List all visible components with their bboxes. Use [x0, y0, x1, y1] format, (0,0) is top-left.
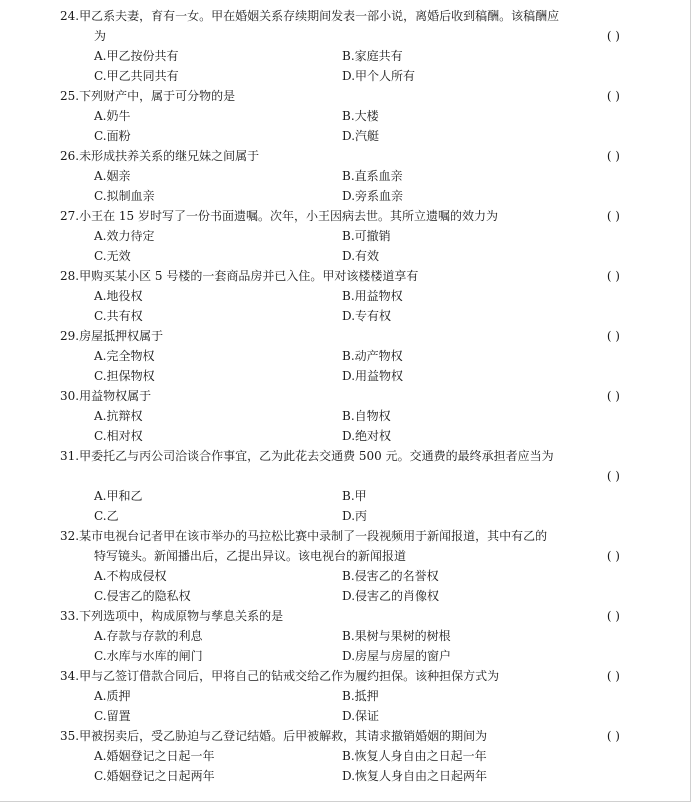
question-stem [60, 526, 620, 546]
answer-blank-row [60, 466, 620, 486]
options-row [60, 246, 620, 266]
question-stem [60, 326, 620, 346]
question-26 [60, 146, 620, 206]
options-row [60, 426, 620, 446]
answer-blank[interactable]: ( ) [606, 209, 620, 223]
option-a: A.存款与存款的利息 [94, 629, 203, 643]
question-stem-continued [60, 26, 620, 46]
question-number: 30. [60, 389, 80, 403]
option-c: C.乙 [94, 509, 119, 523]
question-27 [60, 206, 620, 266]
option-b: B.恢复人身自由之日起一年 [342, 749, 487, 763]
question-30 [60, 386, 620, 446]
exam-page [60, 6, 620, 786]
option-a: A.完全物权 [94, 349, 155, 363]
question-stem [60, 666, 620, 686]
question-text: 未形成扶养关系的继兄妹之间属于 [79, 149, 260, 163]
options-row [60, 506, 620, 526]
option-d: D.用益物权 [342, 369, 404, 383]
option-d: D.绝对权 [342, 429, 392, 443]
options-row [60, 706, 620, 726]
question-stem [60, 446, 620, 466]
option-c: C.留置 [94, 709, 131, 723]
question-number: 34. [60, 669, 80, 683]
question-stem [60, 206, 620, 226]
question-text-continued: 为 [94, 29, 107, 43]
question-number: 27. [60, 209, 80, 223]
option-b: B.自物权 [342, 409, 391, 423]
question-28 [60, 266, 620, 326]
question-text: 甲与乙签订借款合同后，甲将自己的钻戒交给乙作为履约担保。该种担保方式为 [79, 669, 500, 683]
options-row [60, 46, 620, 66]
question-number: 35. [60, 729, 80, 743]
option-c: C.水库与水库的闸门 [94, 649, 203, 663]
options-row [60, 766, 620, 786]
question-text: 某市电视台记者甲在该市举办的马拉松比赛中录制了一段视频用于新闻报道，其中有乙的 [79, 529, 548, 543]
question-number: 29. [60, 329, 80, 343]
option-b: B.抵押 [342, 689, 379, 703]
question-stem [60, 726, 620, 746]
option-b: B.直系血亲 [342, 169, 403, 183]
option-a: A.姻亲 [94, 169, 131, 183]
question-35 [60, 726, 620, 786]
options-row [60, 106, 620, 126]
options-row [60, 646, 620, 666]
question-number: 24. [60, 9, 80, 23]
options-row [60, 586, 620, 606]
question-text: 下列选项中，构成原物与孳息关系的是 [79, 609, 284, 623]
option-a: A.甲乙按份共有 [94, 49, 179, 63]
options-row [60, 226, 620, 246]
option-c: C.婚姻登记之日起两年 [94, 769, 215, 783]
options-row [60, 486, 620, 506]
option-a: A.不构成侵权 [94, 569, 167, 583]
option-a: A.质押 [94, 689, 131, 703]
option-d: D.旁系血亲 [342, 189, 404, 203]
question-text: 下列财产中，属于可分物的是 [79, 89, 236, 103]
question-25 [60, 86, 620, 146]
option-d: D.房屋与房屋的窗户 [342, 649, 452, 663]
option-d: D.侵害乙的肖像权 [342, 589, 440, 603]
option-d: D.恢复人身自由之日起两年 [342, 769, 488, 783]
question-text: 甲乙系夫妻，育有一女。甲在婚姻关系存续期间发表一部小说，离婚后收到稿酬。该稿酬应 [79, 9, 560, 23]
answer-blank[interactable]: ( ) [606, 29, 620, 43]
option-c: C.担保物权 [94, 369, 155, 383]
option-b: B.甲 [342, 489, 367, 503]
question-number: 25. [60, 89, 80, 103]
options-row [60, 126, 620, 146]
question-text: 小王在 15 岁时写了一份书面遗嘱。次年，小王因病去世。其所立遗嘱的效力为 [79, 209, 498, 223]
question-number: 31. [60, 449, 80, 463]
options-row [60, 346, 620, 366]
options-row [60, 286, 620, 306]
question-stem-continued [60, 546, 620, 566]
option-d: D.汽艇 [342, 129, 380, 143]
question-stem [60, 86, 620, 106]
question-stem [60, 606, 620, 626]
question-stem [60, 146, 620, 166]
question-24 [60, 6, 620, 86]
option-a: A.甲和乙 [94, 489, 143, 503]
option-b: B.家庭共有 [342, 49, 403, 63]
answer-blank[interactable]: ( ) [606, 729, 620, 743]
option-c: C.面粉 [94, 129, 131, 143]
answer-blank[interactable]: ( ) [606, 329, 620, 343]
option-b: B.侵害乙的名誉权 [342, 569, 439, 583]
question-text: 甲购买某小区 5 号楼的一套商品房并已入住。甲对该楼楼道享有 [79, 269, 419, 283]
answer-blank[interactable]: ( ) [606, 469, 620, 483]
options-row [60, 626, 620, 646]
option-c: C.侵害乙的隐私权 [94, 589, 191, 603]
question-32 [60, 526, 620, 606]
question-34 [60, 666, 620, 726]
option-c: C.无效 [94, 249, 131, 263]
question-number: 26. [60, 149, 80, 163]
option-c: C.甲乙共同共有 [94, 69, 179, 83]
answer-blank[interactable]: ( ) [606, 609, 620, 623]
question-33 [60, 606, 620, 666]
question-text: 房屋抵押权属于 [79, 329, 164, 343]
options-row [60, 186, 620, 206]
option-a: A.效力待定 [94, 229, 155, 243]
options-row [60, 566, 620, 586]
option-b: B.动产物权 [342, 349, 403, 363]
option-b: B.可撤销 [342, 229, 391, 243]
question-stem [60, 266, 620, 286]
option-b: B.用益物权 [342, 289, 403, 303]
option-c: C.拟制血亲 [94, 189, 155, 203]
answer-blank[interactable]: ( ) [606, 669, 620, 683]
option-a: A.地役权 [94, 289, 143, 303]
question-text: 甲被拐卖后，受乙胁迫与乙登记结婚。后甲被解救，其请求撤销婚姻的期间为 [79, 729, 488, 743]
answer-blank[interactable]: ( ) [606, 549, 620, 563]
options-row [60, 366, 620, 386]
options-row [60, 166, 620, 186]
option-b: B.大楼 [342, 109, 379, 123]
option-c: C.相对权 [94, 429, 143, 443]
option-d: D.专有权 [342, 309, 392, 323]
option-b: B.果树与果树的树根 [342, 629, 451, 643]
option-a: A.婚姻登记之日起一年 [94, 749, 215, 763]
question-stem [60, 386, 620, 406]
options-row [60, 306, 620, 326]
question-stem [60, 6, 620, 26]
question-number: 32. [60, 529, 80, 543]
options-row [60, 66, 620, 86]
option-a: A.抗辩权 [94, 409, 143, 423]
option-d: D.保证 [342, 709, 380, 723]
option-a: A.奶牛 [94, 109, 131, 123]
option-d: D.有效 [342, 249, 380, 263]
option-d: D.丙 [342, 509, 368, 523]
question-text: 用益物权属于 [79, 389, 152, 403]
options-row [60, 686, 620, 706]
question-number: 28. [60, 269, 80, 283]
question-31 [60, 446, 620, 526]
question-29 [60, 326, 620, 386]
options-row [60, 406, 620, 426]
answer-blank[interactable]: ( ) [606, 269, 620, 283]
option-c: C.共有权 [94, 309, 143, 323]
answer-blank[interactable]: ( ) [606, 89, 620, 103]
options-row [60, 746, 620, 766]
question-number: 33. [60, 609, 80, 623]
option-d: D.甲个人所有 [342, 69, 416, 83]
question-text-continued: 特写镜头。新闻播出后，乙提出异议。该电视台的新闻报道 [94, 549, 407, 563]
answer-blank[interactable]: ( ) [606, 389, 620, 403]
answer-blank[interactable]: ( ) [606, 149, 620, 163]
question-text: 甲委托乙与丙公司洽谈合作事宜，乙为此花去交通费 500 元。交通费的最终承担者应当为 [79, 449, 554, 463]
